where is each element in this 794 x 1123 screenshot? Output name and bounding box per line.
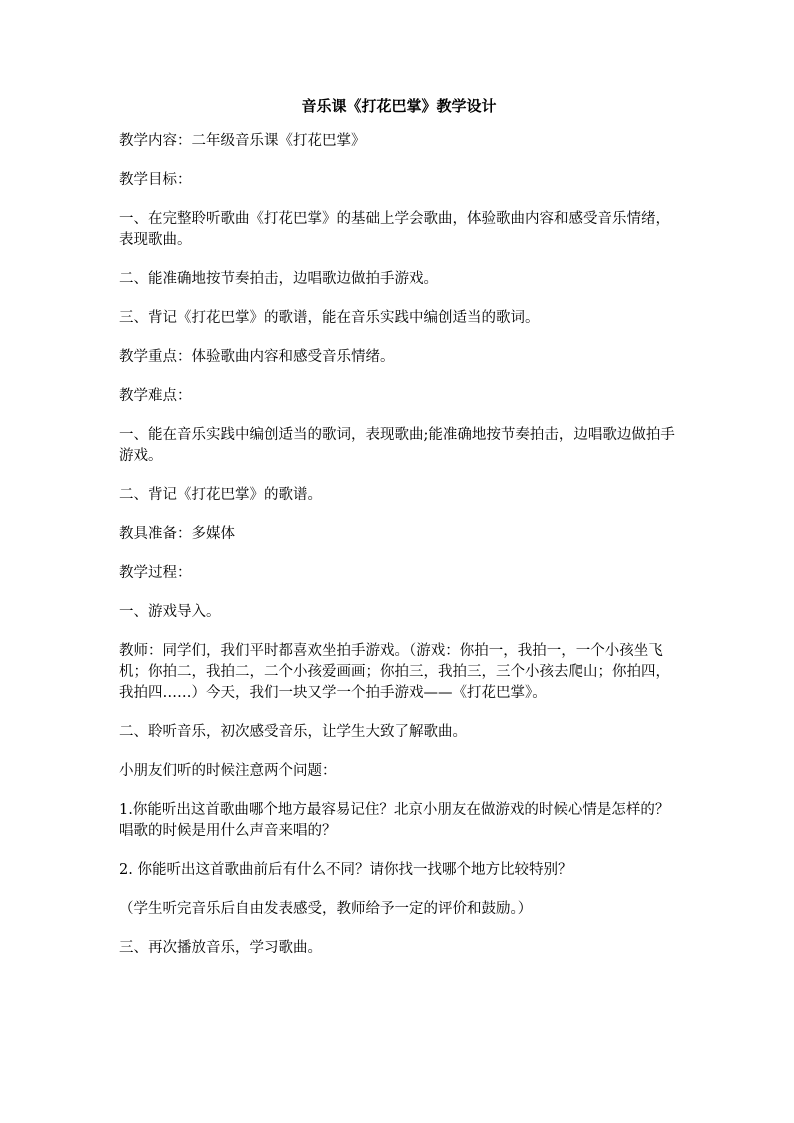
paragraph-objective-1: 一、在完整聆听歌曲《打花巴掌》的基础上学会歌曲，体验歌曲内容和感受音乐情绪，表现歌曲。 xyxy=(119,211,670,248)
paragraph-objective-3: 三、背记《打花巴掌》的歌谱，能在音乐实践中编创适当的歌词。 xyxy=(119,310,540,326)
paragraph-feedback-note: （学生听完音乐后自由发表感受，教师给予一定的评价和鼓励。） xyxy=(119,901,533,917)
paragraph-difficulty-1: 一、能在音乐实践中编创适当的歌词，表现歌曲;能准确地按节奏拍击，边唱歌边做拍手游戏。 xyxy=(119,427,675,464)
paragraph-materials: 教具准备：多媒体 xyxy=(119,526,235,542)
paragraph-question-2: 2. 你能听出这首歌曲前后有什么不同？请你找一找哪个地方比较特别？ xyxy=(119,862,573,878)
paragraph-content: 教学内容：二年级音乐课《打花巴掌》 xyxy=(119,133,366,149)
paragraph-questions-intro: 小朋友们听的时候注意两个问题： xyxy=(119,763,337,779)
paragraph-teacher-intro: 教师：同学们，我们平时都喜欢坐拍手游戏。（游戏：你拍一，我拍一，一个小孩坐飞机；你拍二，我拍二，二个小孩爱画画；你拍三，我拍三，三个小孩去爬山；你拍四，我拍四……）今天，我们一块又学一个拍手游戏——《打花巴掌》。 xyxy=(119,643,670,701)
paragraph-step-1: 一、游戏导入。 xyxy=(119,604,221,620)
paragraph-difficulty-2: 二、背记《打花巴掌》的歌谱。 xyxy=(119,487,322,503)
paragraph-objectives-heading: 教学目标： xyxy=(119,172,192,188)
paragraph-process-heading: 教学过程： xyxy=(119,565,192,581)
paragraph-difficulties-heading: 教学难点： xyxy=(119,388,192,404)
document-title: 音乐课《打花巴掌》教学设计 xyxy=(301,97,497,115)
paragraph-key-point: 教学重点：体验歌曲内容和感受音乐情绪。 xyxy=(119,349,395,365)
paragraph-objective-2: 二、能准确地按节奏拍击，边唱歌边做拍手游戏。 xyxy=(119,271,438,287)
paragraph-step-3: 三、再次播放音乐，学习歌曲。 xyxy=(119,940,322,956)
paragraph-question-1: 1.你能听出这首歌曲哪个地方最容易记住？北京小朋友在做游戏的时候心情是怎样的？唱歌的时候是用什么声音来唱的？ xyxy=(119,802,670,839)
paragraph-step-2: 二、聆听音乐，初次感受音乐，让学生大致了解歌曲。 xyxy=(119,724,467,740)
document-page xyxy=(119,95,679,977)
